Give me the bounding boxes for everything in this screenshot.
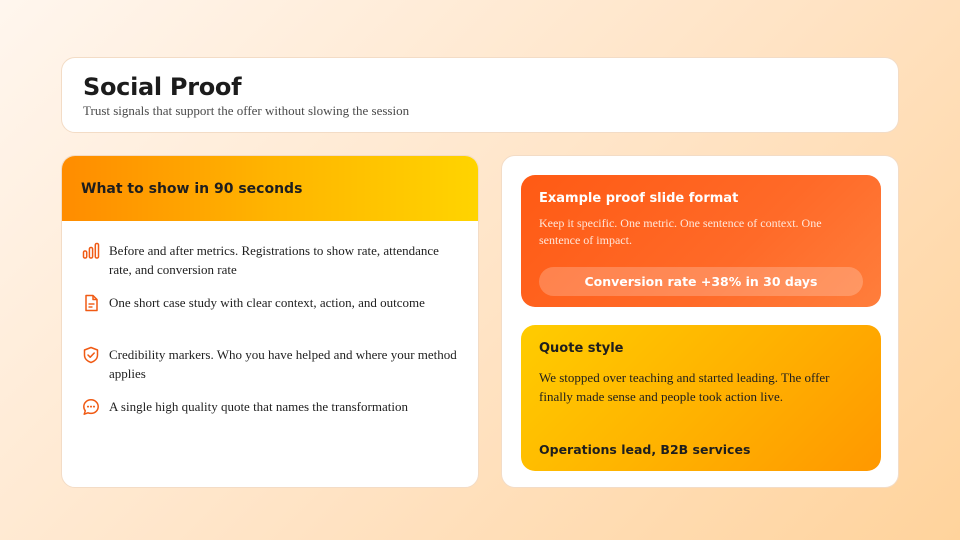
chat-bubble-icon xyxy=(82,398,100,416)
what-to-show-card xyxy=(61,155,479,488)
quote-text: We stopped over teaching and started leading. The offer finally made sense and people took action live. xyxy=(539,370,830,404)
what-to-show-header xyxy=(62,156,478,221)
page-subtitle: Trust signals that support the offer without slowing the session xyxy=(83,103,410,118)
proof-slide-card xyxy=(521,175,881,307)
list-item-text: One short case study with clear context, action, and outcome xyxy=(109,295,425,310)
metric-pill: Conversion rate +38% in 30 days xyxy=(539,267,863,296)
page-title: Social Proof xyxy=(83,73,242,101)
what-to-show-title: What to show in 90 seconds xyxy=(81,180,303,197)
quote-author: Operations lead, B2B services xyxy=(539,442,751,457)
proof-slide-title: Example proof slide format xyxy=(539,191,739,206)
document-icon xyxy=(82,294,100,312)
quote-style-title: Quote style xyxy=(539,341,624,356)
list-item xyxy=(82,293,462,312)
quote-style-card xyxy=(521,325,881,471)
list-item xyxy=(82,241,462,279)
proof-slide-text: Keep it specific. One metric. One sentence of context. One sentence of impact. xyxy=(539,216,822,247)
list-item-text: Before and after metrics. Registrations to show rate, attendance rate, and conversion rate xyxy=(109,243,439,277)
list-item-text: Credibility markers. Who you have helped and where your method applies xyxy=(109,347,457,381)
list-item xyxy=(82,345,462,383)
bar-chart-icon xyxy=(82,242,100,260)
shield-check-icon xyxy=(82,346,100,364)
list-item-text: A single high quality quote that names the transformation xyxy=(109,399,408,414)
list-item xyxy=(82,397,462,416)
examples-card xyxy=(501,155,899,488)
header-card xyxy=(61,57,899,133)
